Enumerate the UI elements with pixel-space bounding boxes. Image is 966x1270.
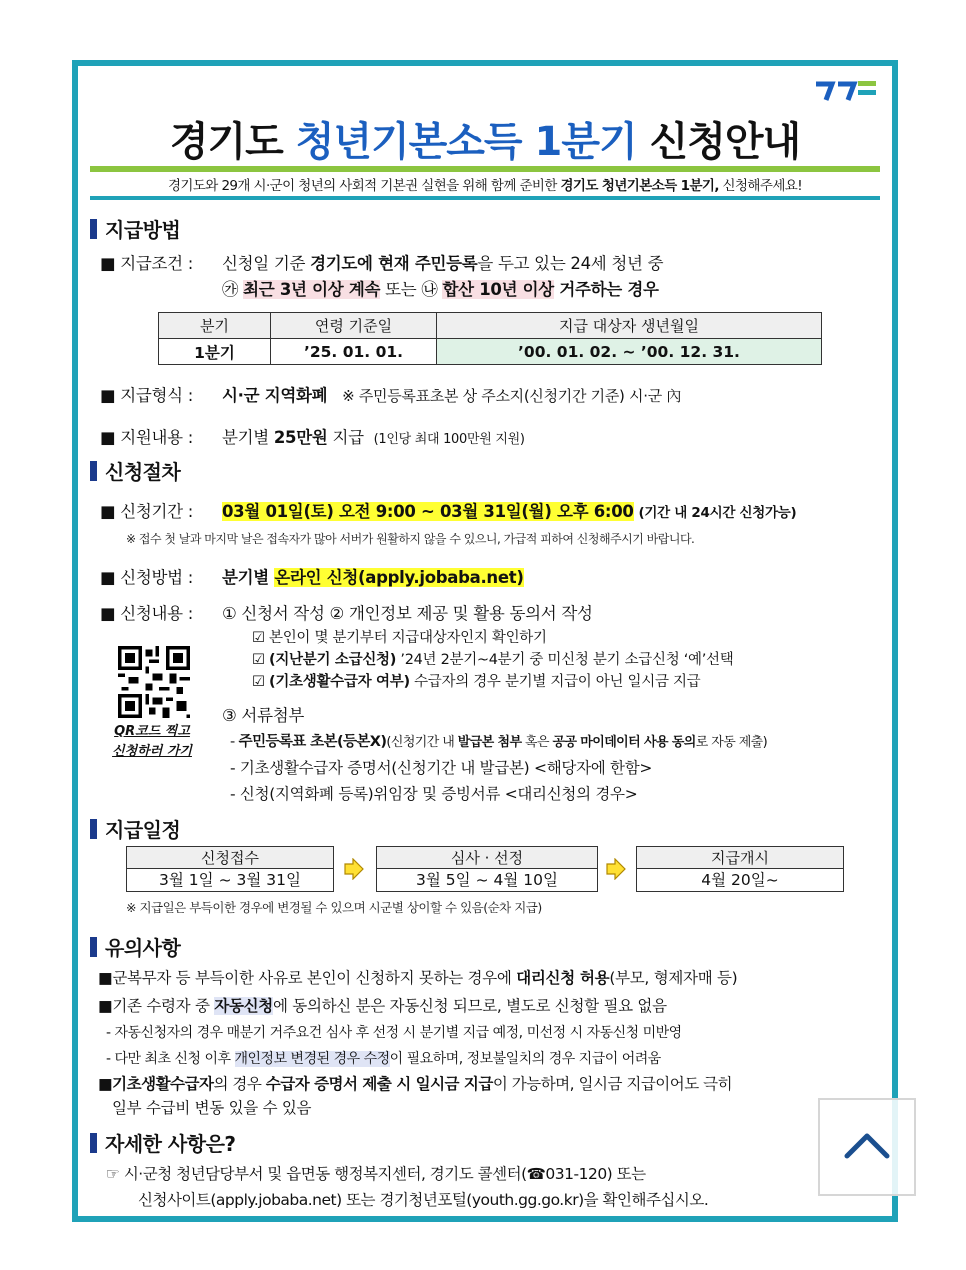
note-item: ■기초생활수급자의 경우 수급자 증명서 제출 시 일시금 지급이 가능하며, 일시금 지급이어도 극히 bbox=[98, 1075, 733, 1093]
section-details: 자세한 사항은? bbox=[90, 1128, 235, 1157]
arrow-right-icon bbox=[606, 858, 626, 880]
document-item: - 주민등록표 초본(등본X)(신청기간 내 발급본 첨부 혹은 공공 마이데이터 사용 동의로 자동 제출) bbox=[230, 734, 768, 750]
arrow-right-icon bbox=[344, 858, 364, 880]
checklist-item: ☑ (기초생활수급자 여부) 수급자의 경우 분기별 지급이 아닌 일시금 지급 bbox=[252, 674, 701, 690]
title-divider bbox=[90, 166, 880, 172]
section-procedure: 신청절차 bbox=[90, 456, 180, 485]
contact-info: ☞ 시·군청 청년담당부서 및 읍면동 행정복지센터, 경기도 콜센터(☎031-120) 또는 bbox=[106, 1165, 646, 1183]
checkbox-icon: ☑ bbox=[252, 674, 270, 690]
payment-form: ■ 지급형식 : 시·군 지역화폐 ※ 주민등록표초본 상 주소지(신청기간 기준) 시·군 內 bbox=[100, 386, 682, 405]
checkbox-icon: ☑ bbox=[252, 652, 270, 668]
note-item: ■군복무자 등 부득이한 사유로 본인이 신청하지 못하는 경우에 대리신청 허용(부모, 형제자매 등) bbox=[98, 969, 738, 987]
support-content: ■ 지원내용 : 분기별 25만원 지급 (1인당 최대 100만원 지원) bbox=[100, 428, 525, 447]
subtitle: 경기도와 29개 시·군이 청년의 사회적 기본권 실현을 위해 함께 준비한 경기도 청년기본소득 1분기, 신청해주세요! bbox=[167, 178, 803, 194]
payment-conditions: ■ 지급조건 : 신청일 기준 경기도에 현재 주민등록을 두고 있는 24세 청년 중 bbox=[100, 254, 664, 273]
document-item: - 기초생활수급자 증명서(신청기간 내 발급본) <해당자에 한함> bbox=[230, 759, 653, 777]
checklist-item: ☑ 본인이 몇 분기부터 지급대상자인지 확인하기 bbox=[252, 630, 547, 646]
payment-conditions-line2: ㉮ 최근 3년 이상 계속 또는 ㉯ 합산 10년 이상 거주하는 경우 bbox=[222, 280, 659, 299]
schedule-step-review: 심사 · 선정 3월 5일 ~ 4월 10일 bbox=[376, 846, 598, 892]
note-item: 일부 수급비 변동 있을 수 있음 bbox=[112, 1099, 312, 1117]
document-item: - 신청(지역화폐 등록)위임장 및 증빙서류 <대리신청의 경우> bbox=[230, 785, 638, 803]
age-criteria-table: 분기 연령 기준일 지급 대상자 생년월일 1분기 ’25. 01. 01. ’00. 01. 02. ~ ’00. 12. 31. bbox=[158, 312, 822, 365]
note-item: - 자동신청자의 경우 매분기 거주요건 심사 후 선정 시 분기별 지급 예정, 미선정 시 자동신청 미반영 bbox=[106, 1025, 682, 1041]
qr-caption: QR코드 찍고 신청하러 가기 bbox=[112, 724, 192, 759]
subtitle-divider bbox=[90, 196, 880, 200]
note-item: ■기존 수령자 중 자동신청에 동의하신 분은 자동신청 되므로, 별도로 신청할 필요 없음 bbox=[98, 997, 667, 1015]
application-content: ■ 신청내용 : ① 신청서 작성 ② 개인정보 제공 및 활용 동의서 작성 bbox=[100, 604, 593, 623]
schedule-step-apply: 신청접수 3월 1일 ~ 3월 31일 bbox=[126, 846, 334, 892]
schedule-note: ※ 지급일은 부득이한 경우에 변경될 수 있으며 시군별 상이할 수 있음(순차 지급) bbox=[126, 900, 542, 915]
schedule-step-payment: 지급개시 4월 20일~ bbox=[636, 846, 844, 892]
note-item: - 다만 최초 신청 이후 개인정보 변경된 경우 수정이 필요하며, 정보불일치의 경우 지급이 어려움 bbox=[106, 1051, 661, 1067]
page-title: 경기도 청년기본소득 1분기 신청안내 bbox=[169, 119, 801, 165]
section-schedule: 지급일정 bbox=[90, 814, 180, 843]
scroll-to-top-button[interactable] bbox=[818, 1098, 916, 1196]
checkbox-icon: ☑ bbox=[252, 630, 270, 646]
checklist-item: ☑ (지난분기 소급신청) ’24년 2분기~4분기 중 미신청 분기 소급신청 ‘예’선택 bbox=[252, 652, 734, 668]
contact-info-line2: 신청사이트(apply.jobaba.net) 또는 경기청년포털(youth.gg.go.kr)을 확인해주십시오. bbox=[138, 1191, 709, 1209]
section-payment-method: 지급방법 bbox=[90, 214, 180, 243]
application-period: ■ 신청기간 : 03월 01일(토) 오전 9:00 ~ 03월 31일(월) 오후 6:00 (기간 내 24시간 신청가능) bbox=[100, 502, 797, 521]
notice-frame bbox=[72, 60, 898, 1222]
application-method: ■ 신청방법 : 분기별 온라인 신청(apply.jobaba.net) bbox=[100, 568, 524, 587]
gyeonggi-logo-icon bbox=[814, 78, 878, 104]
document-attachment: ③ 서류첨부 bbox=[222, 706, 304, 725]
qr-code-icon[interactable] bbox=[114, 646, 194, 718]
section-notes: 유의사항 bbox=[90, 932, 180, 961]
chevron-up-icon bbox=[843, 1130, 891, 1164]
period-note: ※ 접수 첫 날과 마지막 날은 접속자가 많아 서버가 원활하지 않을 수 있으니, 가급적 피하여 신청해주시기 바랍니다. bbox=[126, 532, 695, 546]
